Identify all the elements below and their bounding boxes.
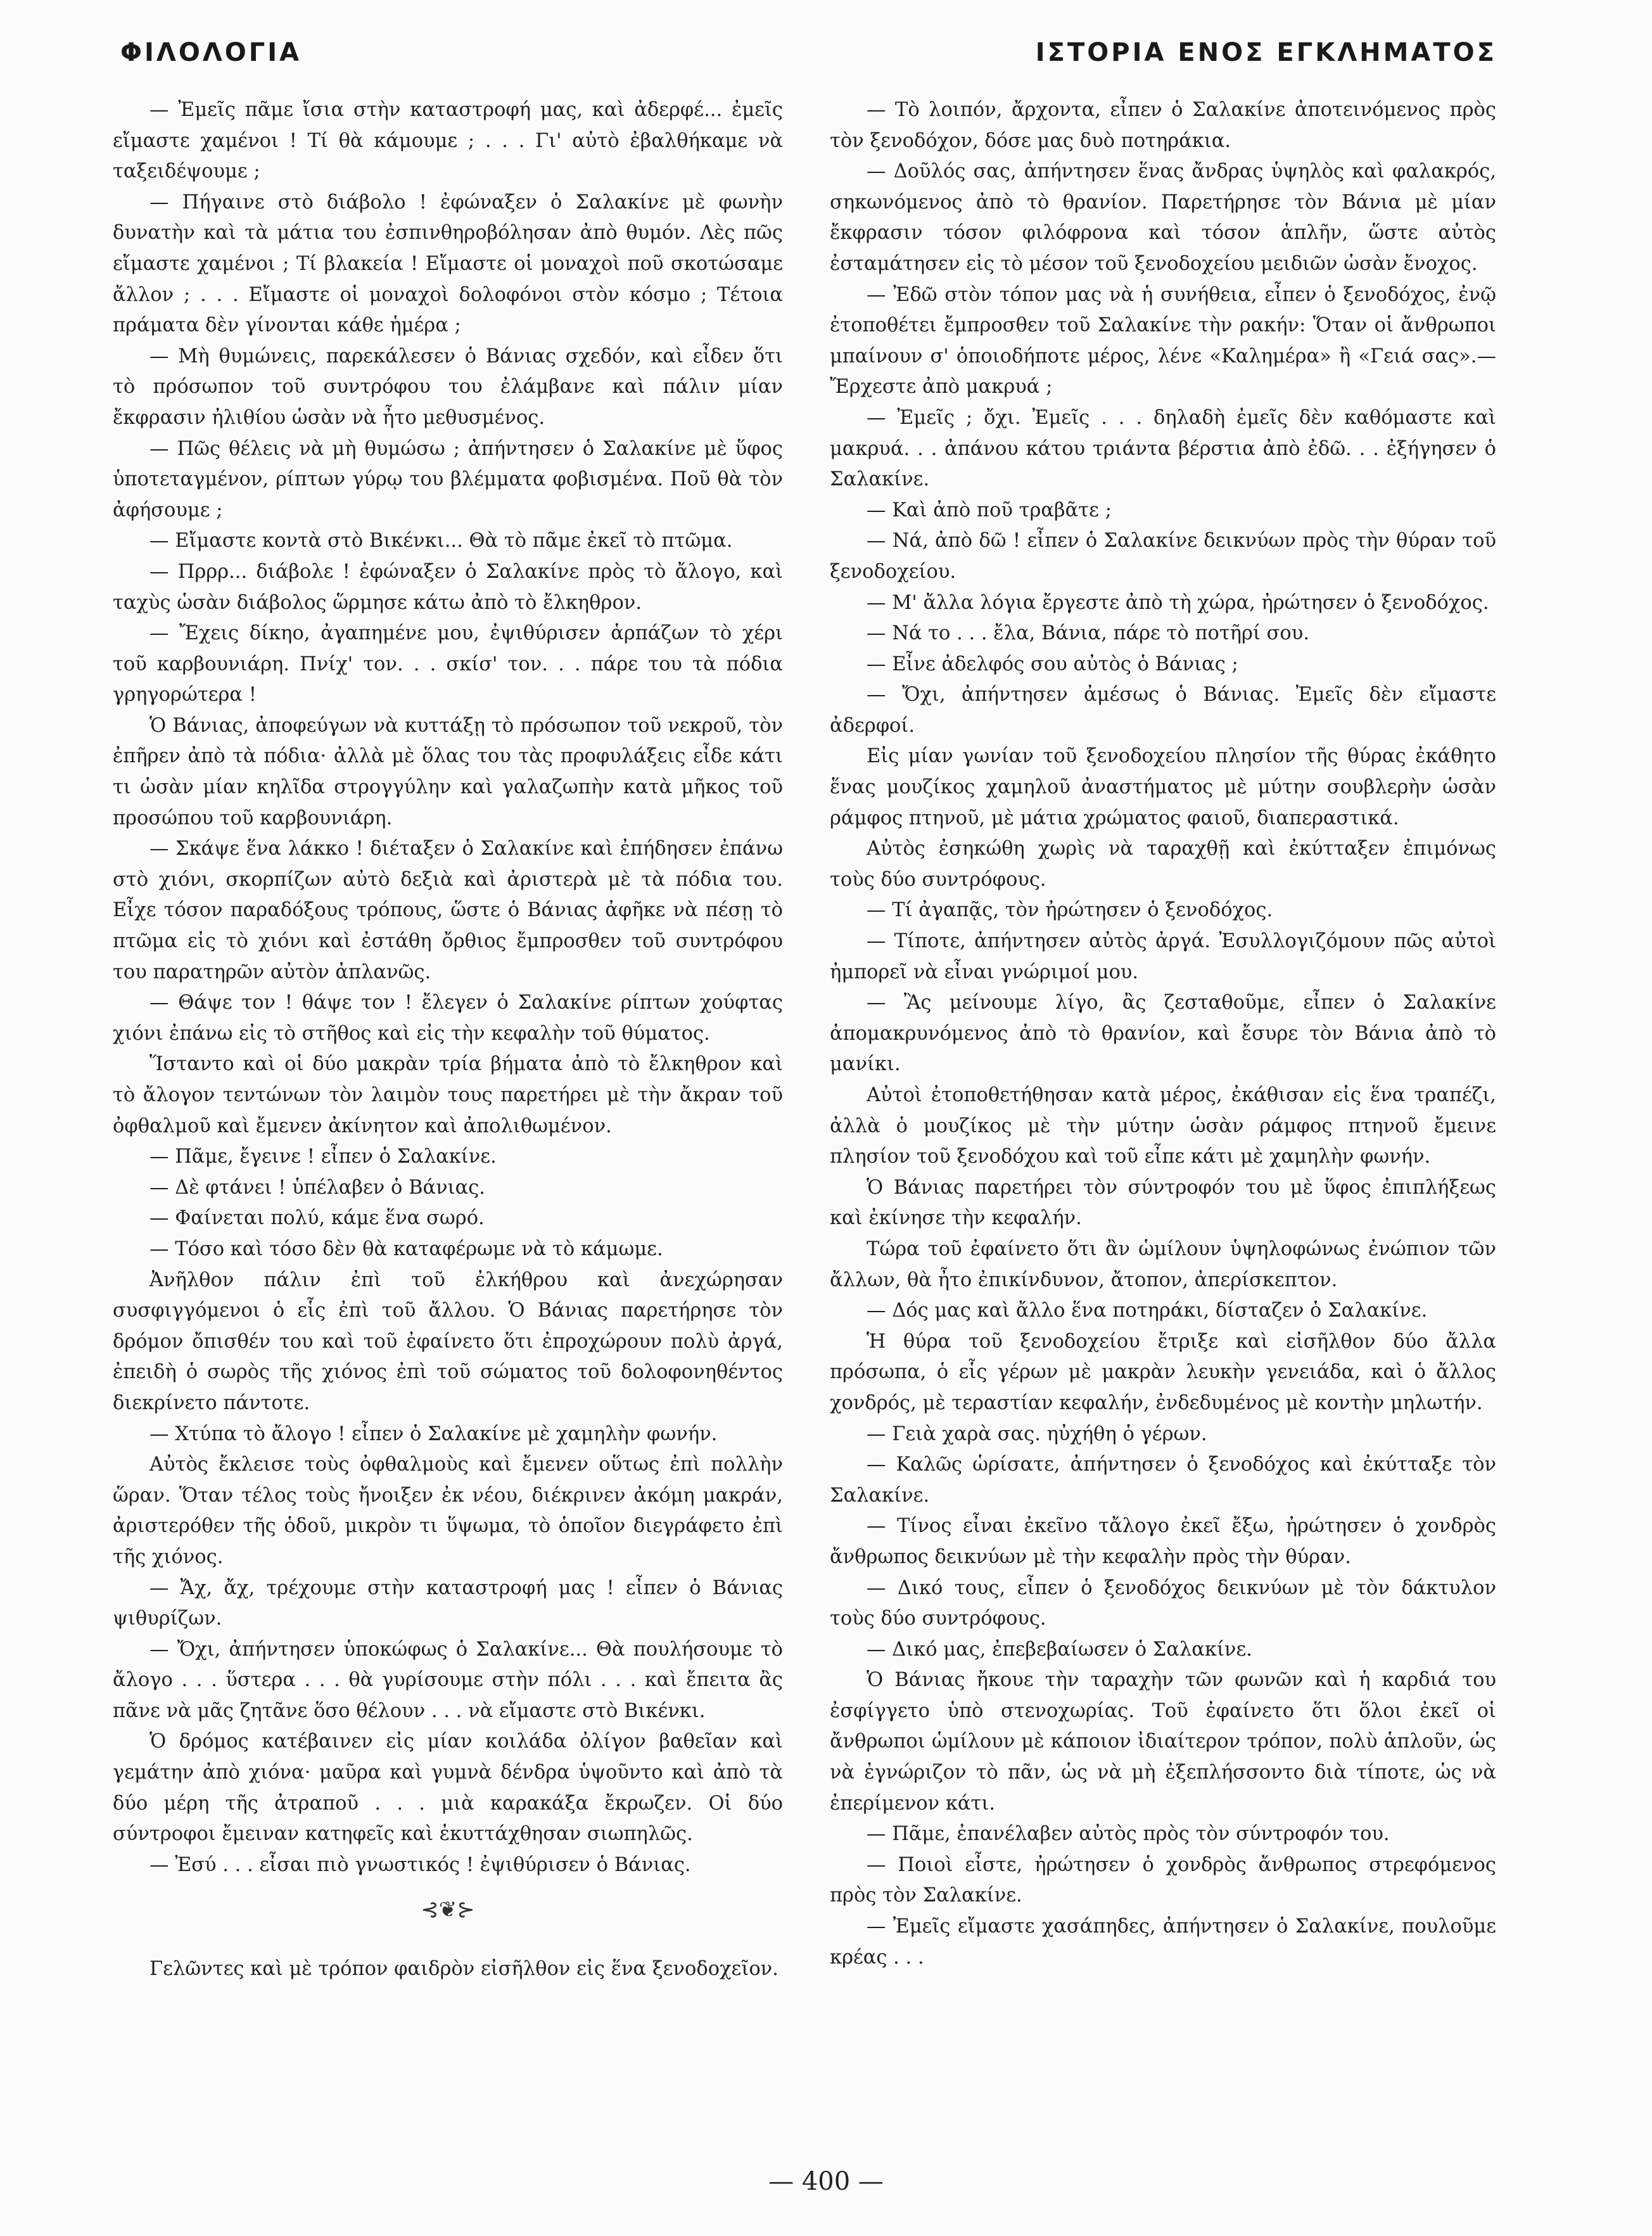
paragraph: — Πᾶμε, ἔγεινε ! εἶπεν ὁ Σαλακίνε. (149, 1146, 497, 1168)
paragraph: — Ἐδῶ στὸν τόπον μας νὰ ἡ συνήθεια, εἶπεν ὁ ξενοδόχος, ἐνῷ ἐτοποθέτει ἔμπροσθεν τοῦ Σαλακίνε τὴν ρακήν: Ὅταν οἱ ἄνθρωποι μπαίνουν σ' ὁποιοδήποτε μέρος, λένε «Καλημέρα» ἢ «Γειά σας».— Ἔρχεστε ἀπὸ μακρυά ; (830, 283, 1496, 399)
paragraph: — Τί ἀγαπᾷς, τὸν ἠρώτησεν ὁ ξενοδόχος. (867, 899, 1273, 922)
left-text-column (113, 95, 783, 1985)
paragraph: — Μὴ θυμώνεις, παρεκάλεσεν ὁ Βάνιας σχεδόν, καὶ εἶδεν ὅτι τὸ πρόσωπον τοῦ συντρόφου του ἐλάμβανε καὶ πάλιν μίαν ἔκφρασιν ἠλιθίου ὡσὰν νὰ ἦτο μεθυσμένος. (113, 345, 783, 429)
paragraph: — Ὄχι, ἀπήντησεν ἀμέσως ὁ Βάνιας. Ἐμεῖς δὲν εἴμαστε ἀδερφοί. (830, 684, 1496, 737)
paragraph: — Νά το . . . ἔλα, Βάνια, πάρε τὸ ποτῆρί σου. (867, 622, 1310, 645)
paragraph: Γελῶντες καὶ μὲ τρόπον φαιδρὸν εἰσῆλθον εἰς ἕνα ξενοδοχεῖον. (149, 1958, 778, 1981)
paragraph: Ἀνῆλθον πάλιν ἐπὶ τοῦ ἐλκήθρου καὶ ἀνεχώρησαν συσφιγγόμενοι ὁ εἷς ἐπὶ τοῦ ἄλλου. Ὁ Βάνιας παρετήρησε τὸν δρόμον ὄπισθέν του καὶ τοῦ ἐφαίνετο ὅτι ἐπροχώρουν πολὺ ἀργά, ἐπειδὴ ὁ σωρὸς τῆς χιόνος ἐπὶ τοῦ σώματος τοῦ δολοφονηθέντος διεκρίνετο πάντοτε. (113, 1268, 783, 1414)
paragraph: — Ἐμεῖς εἴμαστε χασάπηδες, ἀπήντησεν ὁ Σαλακίνε, πουλοῦμε κρέας . . . (830, 1915, 1496, 1969)
paragraph: Ὁ Βάνιας, ἀποφεύγων νὰ κυττάξῃ τὸ πρόσωπον τοῦ νεκροῦ, τὸν ἐπῆρεν ἀπὸ τὰ πόδια· ἀλλὰ μὲ ὅλας του τὰς προφυλάξεις εἶδε κάτι τι ὡσὰν μίαν κηλῖδα στρογγύλην καὶ γαλαζωπὴν κατὰ μῆκος τοῦ προσώπου τοῦ καρβουνιάρη. (113, 714, 783, 829)
paragraph: — Εἴμαστε κοντὰ στὸ Βικένκι... Θὰ τὸ πᾶμε ἐκεῖ τὸ πτῶμα. (149, 530, 733, 553)
paragraph: Αὐτὸς ἐσηκώθη χωρὶς νὰ ταραχθῇ καὶ ἐκύτταξεν ἐπιμόνως τοὺς δύο συντρόφους. (830, 838, 1496, 891)
paragraph: — Μ' ἄλλα λόγια ἔργεστε ἀπὸ τὴ χώρα, ἠρώτησεν ὁ ξενοδόχος. (867, 591, 1489, 614)
paragraph: — Τόσο καὶ τόσο δὲν θὰ καταφέρωμε νὰ τὸ κάμωμε. (149, 1237, 663, 1260)
paragraph: — Ἐμεῖς πᾶμε ἴσια στὴν καταστροφή μας, καὶ ἀδερφέ... ἐμεῖς εἴμαστε χαμένοι ! Τί θὰ κάμουμε ; . . . Γι' αὐτὸ ἐβαλθήκαμε νὰ ταξειδέψουμε ; (113, 99, 783, 183)
right-text-column (830, 95, 1496, 1973)
paragraph: — Δικό τους, εἶπεν ὁ ξενοδόχος δεικνύων μὲ τὸν δάκτυλον τοὺς δύο συντρόφους. (830, 1576, 1496, 1630)
paragraph: — Νά, ἀπὸ δῶ ! εἶπεν ὁ Σαλακίνε δεικνύων πρὸς τὴν θύραν τοῦ ξενοδοχείου. (830, 530, 1496, 583)
paragraph: — Ἔχεις δίκηο, ἀγαπημένε μου, ἐψιθύρισεν ἁρπάζων τὸ χέρι τοῦ καρβουνιάρη. Πνίχ' τον. . . σκίσ' τον. . . πάρε του τὰ πόδια γρηγορώτερα ! (113, 622, 783, 706)
paragraph: — Δικό μας, ἐπεβεβαίωσεν ὁ Σαλακίνε. (867, 1638, 1252, 1661)
paragraph: — Χτύπα τὸ ἄλογο ! εἶπεν ὁ Σαλακίνε μὲ χαμηλὴν φωνήν. (149, 1422, 718, 1445)
running-head-title: ΙΣΤΟΡΙΑ ΕΝΟΣ ΕΓΚΛΗΜΑΤΟΣ (1035, 38, 1497, 67)
paragraph: Αὐτὸς ἔκλεισε τοὺς ὀφθαλμοὺς καὶ ἔμενεν οὕτως ἐπὶ πολλὴν ὥραν. Ὅταν τέλος τοὺς ἤνοιξεν ἐκ νέου, διέκρινεν ἀκόμη μακράν, ἀριστερόθεν τῆς ὁδοῦ, μικρὸν τι ὕψωμα, τὸ ὁποῖον διεγράφετο ἐπὶ τῆς χιόνος. (113, 1453, 783, 1568)
paragraph: — Καὶ ἀπὸ ποῦ τραβᾶτε ; (867, 499, 1112, 521)
section-break-ornament: ⊰❦⊱ (421, 1897, 475, 1923)
paragraph: Αὐτοὶ ἐτοποθετήθησαν κατὰ μέρος, ἐκάθισαν εἰς ἕνα τραπέζι, ἀλλὰ ὁ μουζίκος μὲ τὴν μύτην ὡσὰν ράμφος πτηνοῦ ἔμεινε πλησίον τοῦ ξενοδόχου καὶ τοῦ εἶπε κάτι μὲ χαμηλὴν φωνήν. (830, 1084, 1496, 1168)
paragraph: — Πρρρ... διάβολε ! ἐφώναξεν ὁ Σαλακίνε πρὸς τὸ ἄλογο, καὶ ταχὺς ὡσὰν διάβολος ὥρμησε κάτω ἀπὸ τὸ ἔλκηθρον. (113, 560, 783, 614)
paragraph: — Τίποτε, ἀπήντησεν αὐτὸς ἀργά. Ἐσυλλογιζόμουν πῶς αὐτοὶ ἠμπορεῖ νὰ εἶναι γνώριμοί μου. (830, 930, 1496, 983)
paragraph: Ὁ Βάνιας ἤκουε τὴν ταραχὴν τῶν φωνῶν καὶ ἡ καρδιά του ἐσφίγγετο ὑπὸ στενοχωρίας. Τοῦ ἐφαίνετο ὅτι ὅλοι ἐκεῖ οἱ ἄνθρωποι ὡμίλουν μὲ κάποιον ἰδιαίτερον τρόπον, πολὺ ἁπλοῦν, ὡς νὰ ἐγνώριζον τὸ πᾶν, ὡς νὰ μὴ ἐξεπλήσσοντο διὰ τίποτε, ὡς νὰ ἐπερίμενον κάτι. (830, 1669, 1496, 1815)
paragraph: — Δὲ φτάνει ! ὑπέλαβεν ὁ Βάνιας. (149, 1176, 485, 1199)
paragraph: — Ἐμεῖς ; ὄχι. Ἐμεῖς . . . δηλαδὴ ἐμεῖς δὲν καθόμαστε καὶ μακρυά. . . ἀπάνου κάτου τριάντα βέρστια ἀπὸ ἐδῶ. . . ἐξήγησεν ὁ Σαλακίνε. (830, 406, 1496, 491)
paragraph: — Ποιοὶ εἶστε, ἠρώτησεν ὁ χονδρὸς ἄνθρωπος στρεφόμενος πρὸς τὸν Σαλακίνε. (830, 1853, 1496, 1907)
paragraph: — Δός μας καὶ ἄλλο ἕνα ποτηράκι, δίσταζεν ὁ Σαλακίνε. (867, 1300, 1428, 1322)
paragraph: Ἡ θύρα τοῦ ξενοδοχείου ἔτριξε καὶ εἰσῆλθον δύο ἄλλα πρόσωπα, ὁ εἷς γέρων μὲ μακρὰν λευκὴν γενειάδα, καὶ ὁ ἄλλος χονδρός, μὲ τεραστίαν κεφαλήν, ἐνδεδυμένος μὲ κοντὴν μηλωτήν. (830, 1330, 1496, 1414)
paragraph: — Πῶς θέλεις νὰ μὴ θυμώσω ; ἀπήντησεν ὁ Σαλακίνε μὲ ὕφος ὑποτεταγμένον, ρίπτων γύρῳ του βλέμματα φοβισμένα. Ποῦ θὰ τὸν ἀφήσουμε ; (113, 437, 783, 521)
paragraph: — Εἶνε ἀδελφός σου αὐτὸς ὁ Βάνιας ; (867, 653, 1238, 675)
paragraph: — Ἂς μείνουμε λίγο, ἂς ζεσταθοῦμε, εἶπεν ὁ Σαλακίνε ἀπομακρυνόμενος ἀπὸ τὸ θρανίον, καὶ ἔσυρε τὸν Βάνια ἀπὸ τὸ μανίκι. (830, 992, 1496, 1076)
paragraph: — Θάψε τον ! θάψε τον ! ἔλεγεν ὁ Σαλακίνε ρίπτων χούφτας χιόνι ἐπάνω εἰς τὸ στῆθος καὶ εἰς τὴν κεφαλὴν τοῦ θύματος. (113, 992, 783, 1045)
paragraph: Τώρα τοῦ ἐφαίνετο ὅτι ἂν ὡμίλουν ὑψηλοφώνως ἐνώπιον τῶν ἄλλων, θὰ ἦτο ἐπικίνδυνον, ἄτοπον, ἀπερίσκεπτον. (830, 1237, 1496, 1291)
paragraph: — Πήγαινε στὸ διάβολο ! ἐφώναξεν ὁ Σαλακίνε μὲ φωνὴν δυνατὴν καὶ τὰ μάτια του ἐσπινθηροβόλησαν ἀπὸ θυμόν. Λὲς πῶς εἴμαστε χαμένοι ; Τί βλακεία ! Εἴμαστε οἱ μοναχοὶ ποῦ σκοτώσαμε ἄλλον ; . . . Εἴμαστε οἱ μοναχοὶ δολοφόνοι στὸν κόσμο ; Τέτοια πράματα δὲν γίνονται κάθε ἡμέρα ; (113, 191, 783, 337)
paragraph: — Δοῦλός σας, ἀπήντησεν ἕνας ἄνδρας ὑψηλὸς καὶ φαλακρός, σηκωνόμενος ἀπὸ τὸ θρανίον. Παρετήρησε τὸν Βάνια μὲ μίαν ἔκφρασιν τόσον φιλόφρονα καὶ τόσον ἁπλῆν, ὥστε αὐτὸς ἐσταμάτησεν εἰς τὸ μέσον τοῦ ξενοδοχείου μειδιῶν ὡσὰν ἔνοχος. (830, 160, 1496, 275)
paragraph: — Τὸ λοιπόν, ἄρχοντα, εἶπεν ὁ Σαλακίνε ἀποτεινόμενος πρὸς τὸν ξενοδόχον, δόσε μας δυὸ ποτηράκια. (830, 99, 1496, 152)
paragraph: — Γειὰ χαρὰ σας. ηὐχήθη ὁ γέρων. (867, 1422, 1207, 1445)
paragraph: Ὁ Βάνιας παρετήρει τὸν σύντροφόν του μὲ ὕφος ἐπιπλήξεως καὶ ἐκίνησε τὴν κεφαλήν. (830, 1176, 1496, 1230)
running-head-section: ΦΙΛΟΛΟΓΙΑ (120, 38, 302, 67)
paragraph: — Πᾶμε, ἐπανέλαβεν αὐτὸς πρὸς τὸν σύντροφόν του. (867, 1823, 1390, 1846)
paragraph: — Ἐσύ . . . εἶσαι πιὸ γνωστικός ! ἐψιθύρισεν ὁ Βάνιας. (149, 1853, 691, 1876)
paragraph: — Καλῶς ὡρίσατε, ἀπήντησεν ὁ ξενοδόχος καὶ ἐκύτταξε τὸν Σαλακίνε. (830, 1453, 1496, 1507)
paragraph: — Τίνος εἶναι ἐκεῖνο τἄλογο ἐκεῖ ἔξω, ἠρώτησεν ὁ χονδρὸς ἄνθρωπος δεικνύων μὲ τὴν κεφαλὴν πρὸς τὴν θύραν. (830, 1515, 1496, 1568)
paragraph: — Ὄχι, ἀπήντησεν ὑποκώφως ὁ Σαλακίνε... Θὰ πουλήσουμε τὸ ἄλογο . . . ὕστερα . . . θὰ γυρίσουμε στὴν πόλι . . . καὶ ἔπειτα ἂς πᾶνε νὰ μᾶς ζητᾶνε ὅσο θέλουν . . . νὰ εἴμαστε στὸ Βικένκι. (113, 1638, 783, 1722)
page-number: — 400 — (768, 2167, 884, 2196)
paragraph: Εἰς μίαν γωνίαν τοῦ ξενοδοχείου πλησίον τῆς θύρας ἐκάθητο ἕνας μουζίκος χαμηλοῦ ἀναστήματος μὲ μύτην σουβλερὴν ὡσὰν ράμφος πτηνοῦ, μὲ μάτια χρώματος φαιοῦ, διαπεραστικά. (830, 745, 1496, 829)
paragraph: Ὁ δρόμος κατέβαινεν εἰς μίαν κοιλάδα ὀλίγον βαθεῖαν καὶ γεμάτην ἀπὸ χιόνα· μαῦρα καὶ γυμνὰ δένδρα ὑψοῦντο καὶ ἀπὸ τὰ δύο μέρη τῆς ἀτραποῦ . . . μιὰ καρακάξα ἔκρωζεν. Οἱ δύο σύντροφοι ἔμειναν κατηφεῖς καὶ ἐκυττάχθησαν σιωπηλῶς. (113, 1730, 783, 1846)
paragraph: — Ἄχ, ἄχ, τρέχουμε στὴν καταστροφή μας ! εἶπεν ὁ Βάνιας ψιθυρίζων. (113, 1576, 783, 1630)
paragraph: — Σκάψε ἕνα λάκκο ! διέταξεν ὁ Σαλακίνε καὶ ἐπήδησεν ἐπάνω στὸ χιόνι, σκορπίζων αὐτὸ δεξιὰ καὶ ἀριστερὰ μὲ τὰ πόδια του. Εἶχε τόσον παραδόξους τρόπους, ὥστε ὁ Βάνιας ἀφῆκε νὰ πέσῃ τὸ πτῶμα εἰς τὸ χιόνι καὶ ἐστάθη ὄρθιος ἔμπροσθεν τοῦ συντρόφου του παρατηρῶν αὐτὸν ἀπλανῶς. (113, 838, 783, 983)
paragraph: Ἵσταντο καὶ οἱ δύο μακρὰν τρία βήματα ἀπὸ τὸ ἔλκηθρον καὶ τὸ ἄλογον τεντώνων τὸν λαιμὸν τους παρετήρει μὲ τὴν ἄκραν τοῦ ὀφθαλμοῦ καὶ ἔμενεν ἀκίνητον καὶ ἀπολιθωμένον. (113, 1053, 783, 1137)
paragraph: — Φαίνεται πολύ, κάμε ἕνα σωρό. (149, 1207, 485, 1230)
